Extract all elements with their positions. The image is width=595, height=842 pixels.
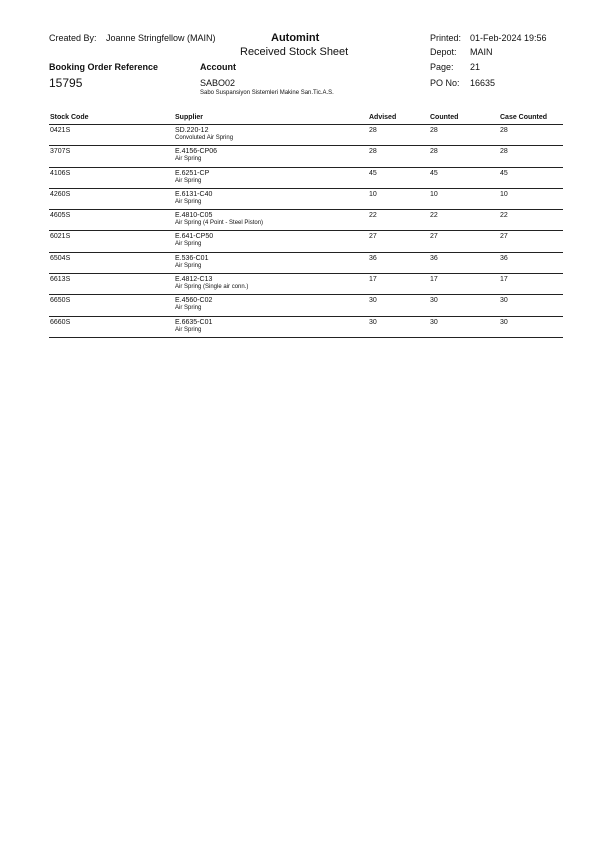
stock-code: 4605S [50,212,71,220]
item-description: Air Spring [175,198,202,205]
supplier-code: E.641-CP50 [175,233,214,241]
advised-qty: 10 [369,190,377,198]
counted-qty: 28 [430,127,438,134]
advised-qty: 17 [369,276,377,284]
booking-ref-label: Booking Order Reference [49,62,159,72]
item-description: Air Spring [175,326,202,333]
page-label: Page: [430,62,454,72]
supplier-cell [175,148,217,163]
stock-code: 6650S [50,297,71,305]
po-label: PO No: [430,78,460,88]
stock-code: 6504S [50,254,71,262]
item-description: Air Spring [175,177,202,184]
stock-table [49,114,563,338]
document-title: Received Stock Sheet [240,46,349,58]
advised-qty: 36 [369,254,377,262]
supplier-cell [175,319,212,334]
counted-qty: 45 [430,169,438,177]
company-name: Automint [271,32,320,44]
po-value: 16635 [470,78,496,88]
table-row [49,274,563,295]
created-by-value: Joanne Stringfellow (MAIN) [106,33,216,43]
item-description: Air Spring [175,156,202,163]
case-counted-qty: 45 [500,169,508,177]
stock-code: 6660S [50,318,71,326]
table-row [49,253,563,274]
case-counted-qty: 10 [500,190,508,198]
account-label: Account [200,62,236,72]
supplier-cell [175,255,208,270]
supplier-cell [175,212,263,227]
supplier-cell [175,170,209,185]
advised-qty: 28 [369,127,377,134]
printed-value: 01-Feb-2024 19:56 [470,33,547,43]
stock-code: 6021S [50,233,71,241]
item-description: Air Spring (4 Point - Steel Piston) [175,220,264,227]
case-counted-qty: 28 [500,148,508,156]
counted-qty: 10 [430,190,438,198]
depot-label: Depot: [430,47,457,57]
advised-qty: 28 [369,148,377,156]
col-supplier: Supplier [175,114,204,121]
case-counted-qty: 30 [500,318,508,326]
counted-qty: 36 [430,254,438,262]
supplier-cell [175,297,212,312]
item-description: Air Spring [175,305,202,312]
item-description: Air Spring [175,262,202,269]
advised-qty: 27 [369,233,377,241]
supplier-code: E.4810-C05 [175,212,213,220]
supplier-code: E.4560-C02 [175,297,213,305]
col-case-counted: Case Counted [500,114,548,121]
page-value: 21 [470,62,481,72]
item-description: Air Spring (Single air conn.) [175,284,249,291]
table-row [49,189,563,210]
advised-qty: 22 [369,212,377,220]
supplier-code: E.536-C01 [175,254,209,262]
table-row [49,295,563,316]
case-counted-qty: 30 [500,297,508,305]
case-counted-qty: 36 [500,254,508,262]
item-description: Air Spring [175,241,202,248]
table-row [49,125,563,146]
counted-qty: 22 [430,212,438,220]
supplier-code: E.6131-C40 [175,190,213,198]
col-advised: Advised [369,114,397,121]
supplier-cell [175,276,248,291]
booking-ref-value: 15795 [49,76,83,90]
supplier-cell [175,191,212,206]
item-description: Convoluted Air Spring [175,135,234,141]
counted-qty: 30 [430,318,438,326]
stock-code: 4260S [50,190,71,198]
advised-qty: 45 [369,169,377,177]
col-stock-code: Stock Code [50,114,89,121]
counted-qty: 27 [430,233,438,241]
table-header-row [49,114,563,125]
stock-code: 3707S [50,148,71,156]
table-row [49,168,563,189]
created-by-label: Created By: [49,33,97,43]
account-name: Sabo Suspansiyon Sistemleri Makine San.Tic.A.S. [200,90,334,96]
case-counted-qty: 28 [500,127,508,134]
table-row [49,317,563,338]
counted-qty: 30 [430,297,438,305]
supplier-code: E.4156-CP06 [175,148,218,156]
table-row [49,231,563,252]
advised-qty: 30 [369,318,377,326]
account-code: SABO02 [200,78,236,88]
supplier-code: E.6251-CP [175,169,210,177]
depot-value: MAIN [470,47,493,57]
counted-qty: 17 [430,276,438,284]
table-row [49,146,563,167]
case-counted-qty: 22 [500,212,508,220]
printed-label: Printed: [430,33,462,43]
counted-qty: 28 [430,148,438,156]
col-counted: Counted [430,114,459,121]
table-row [49,210,563,231]
supplier-cell [175,127,233,142]
advised-qty: 30 [369,297,377,305]
case-counted-qty: 17 [500,276,508,284]
stock-code: 0421S [50,127,71,134]
supplier-code: SD.220-12 [175,127,209,134]
supplier-cell [175,233,213,248]
supplier-code: E.4812-C13 [175,276,213,284]
case-counted-qty: 27 [500,233,508,241]
stock-code: 4106S [50,169,71,177]
stock-code: 6613S [50,276,71,284]
supplier-code: E.6635-C01 [175,318,213,326]
